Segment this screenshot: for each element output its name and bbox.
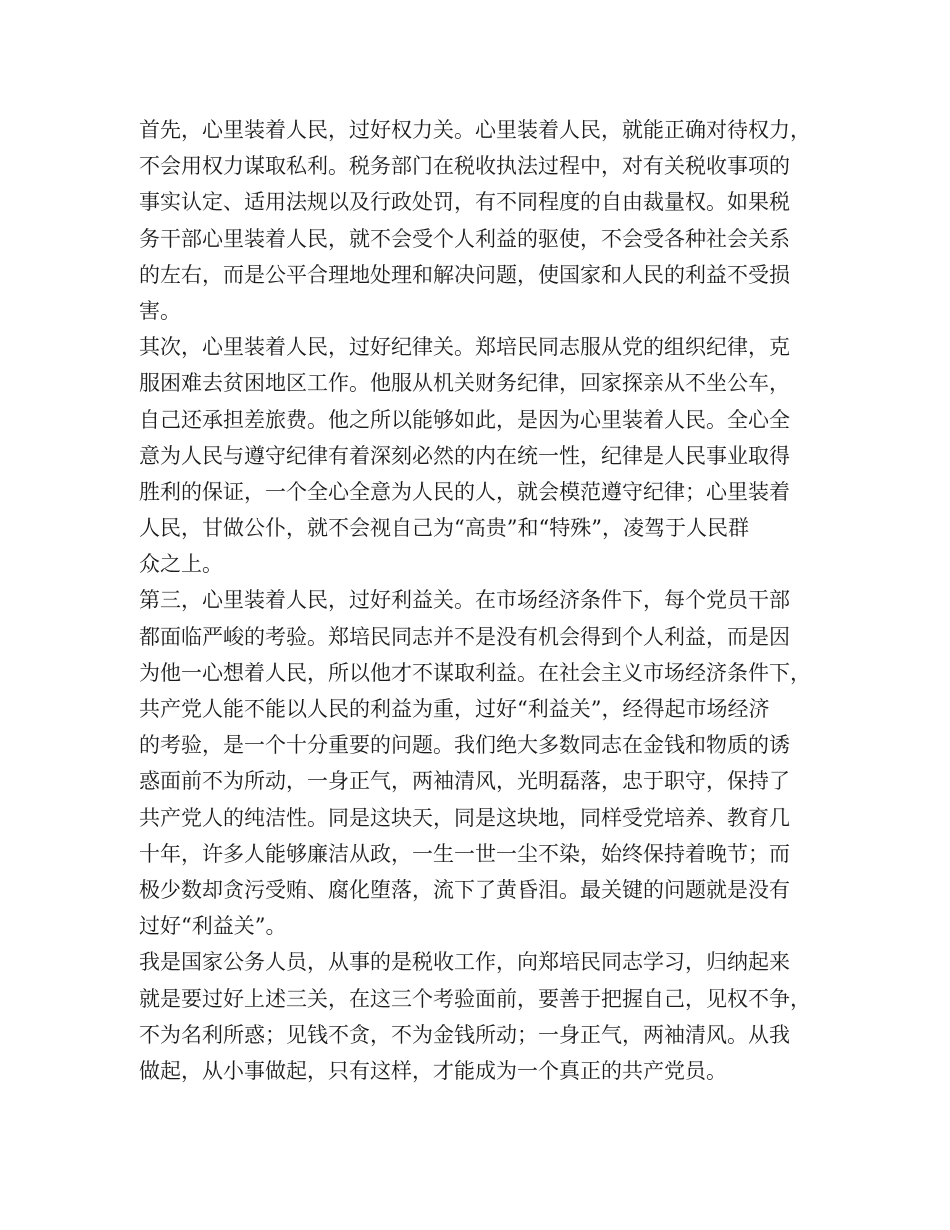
paragraph-4 [139,944,829,1089]
text-line: 意为人民与遵守纪律有着深刻必然的内在统一性，纪律是人民事业取得 [139,443,790,468]
paragraph-3 [139,582,829,944]
text-line: 共产党人能不能以人民的利益为重，过好“利益关”，经得起市场经济 [139,697,770,721]
text-line: 不为名利所惑；见钱不贪，不为金钱所动；一身正气，两袖清风。从我 [139,1022,790,1047]
text-line: 就是要过好上述三关，在这三个考验面前，要善于把握自己，见权不争， [139,986,811,1011]
text-line: 做起，从小事做起，只有这样，才能成为一个真正的共产党员。 [139,1058,727,1083]
document-body [139,112,829,1089]
text-line: 人民，甘做公仆，就不会视自己为“高贵”和“特殊”，凌驾于人民群 [139,516,749,541]
text-line: 事实认定、适用法规以及行政处罚，有不同程度的自由裁量权。如果税 [139,190,790,215]
text-line: 务干部心里装着人民，就不会受个人利益的驱使，不会受各种社会关系 [139,226,790,251]
text-line: 十年，许多人能够廉洁从政，一生一世一尘不染，始终保持着晚节；而 [139,841,790,866]
text-line: 为他一心想着人民，所以他才不谋取利益。在社会主义市场经济条件下， [139,660,811,685]
text-line: 服困难去贫困地区工作。他服从机关财务纪律，回家探亲从不坐公车， [139,371,790,396]
text-line: 我是国家公务人员，从事的是税收工作，向郑培民同志学习，归纳起来 [139,950,790,975]
text-line: 共产党人的纯洁性。同是这块天，同是这块地，同样受党培养、教育几 [139,805,790,830]
text-line: 第三，心里装着人民，过好利益关。在市场经济条件下，每个党员干部 [139,588,790,613]
text-line: 的左右，而是公平合理地处理和解决问题，使国家和人民的利益不受损 [139,262,790,287]
text-line: 其次，心里装着人民，过好纪律关。郑培民同志服从党的组织纪律，克 [139,335,790,360]
text-line: 都面临严峻的考验。郑培民同志并不是没有机会得到个人利益，而是因 [139,624,790,649]
paragraph-1 [139,112,829,329]
text-line: 惑面前不为所动，一身正气，两袖清风，光明磊落，忠于职守，保持了 [139,769,790,794]
text-line: 过好“利益关”。 [139,914,287,939]
text-line: 极少数却贪污受贿、腐化堕落，流下了黄昏泪。最关键的问题就是没有 [139,877,790,902]
text-line: 胜利的保证，一个全心全意为人民的人，就会模范遵守纪律；心里装着 [139,479,790,504]
text-line: 自己还承担差旅费。他之所以能够如此，是因为心里装着人民。全心全 [139,407,790,432]
text-line: 害。 [139,298,181,323]
text-line: 首先，心里装着人民，过好权力关。心里装着人民，就能正确对待权力， [139,118,811,142]
text-line: 的考验，是一个十分重要的问题。我们绝大多数同志在金钱和物质的诱 [139,733,790,758]
paragraph-2 [139,329,829,582]
text-line: 众之上。 [139,552,223,577]
text-line: 不会用权力谋取私利。税务部门在税收执法过程中，对有关税收事项的 [139,154,790,179]
